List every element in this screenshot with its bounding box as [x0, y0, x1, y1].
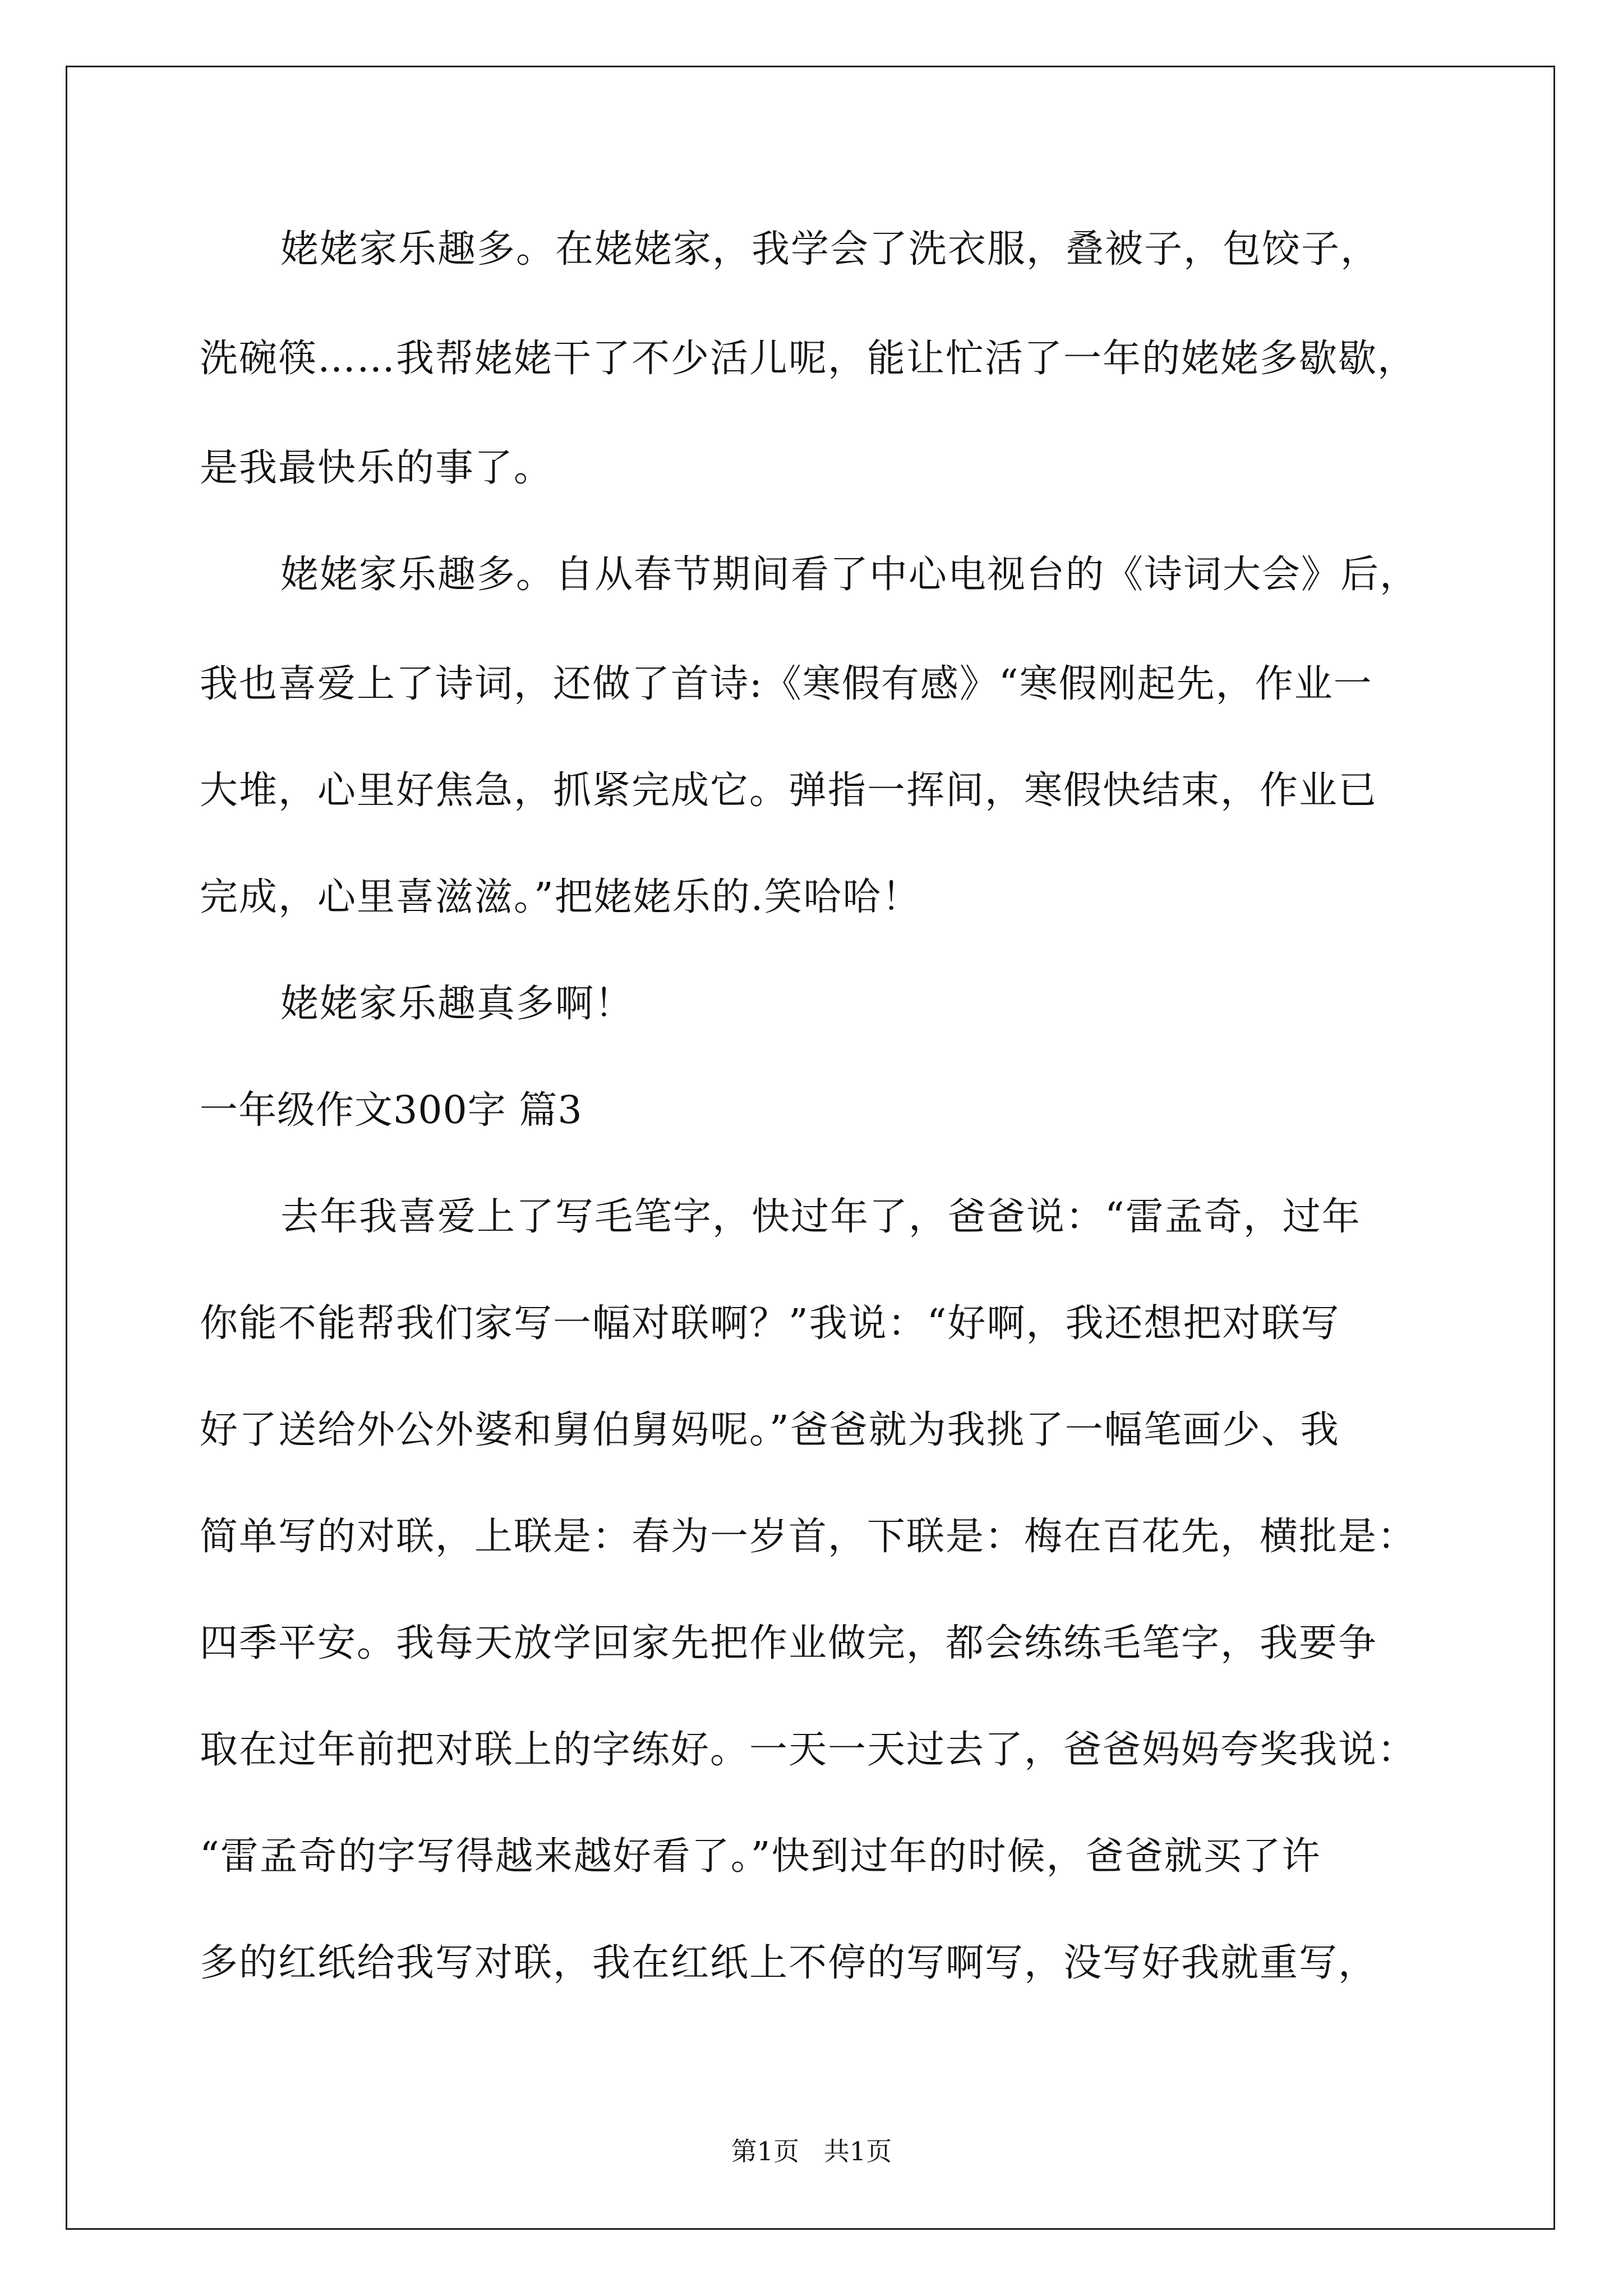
paragraph-2-line-4: 完成，心里喜滋滋。”把姥姥乐的.笑哈哈！ [200, 875, 921, 919]
paragraph-1-line-3: 是我最快乐的事了。 [200, 446, 554, 490]
essay-line-6: 取在过年前把对联上的字练好。一天一天过去了，爸爸妈妈夸奖我说： [200, 1728, 1417, 1772]
paragraph-1-line-1: 姥姥家乐趣多。在姥姥家，我学会了洗衣服，叠被子，包饺子， [280, 227, 1380, 272]
paragraph-1-line-2: 洗碗筷……我帮姥姥干了不少活儿呢，能让忙活了一年的姥姥多歇歇， [200, 337, 1417, 381]
page-footer: 第1页 共1页 [731, 2136, 892, 2166]
page-border [66, 66, 1555, 2230]
essay-line-3: 好了送给外公外婆和舅伯舅妈呢。”爸爸就为我挑了一幅笔画少、我 [200, 1408, 1340, 1452]
essay-line-8: 多的红纸给我写对联，我在红纸上不停的写啊写，没写好我就重写， [200, 1941, 1378, 1985]
paragraph-2-line-3: 大堆，心里好焦急，抓紧完成它。弹指一挥间，寒假快结束，作业已 [200, 769, 1378, 813]
paragraph-2-line-2: 我也喜爱上了诗词，还做了首诗:《寒假有感》“寒假刚起先，作业一 [200, 662, 1373, 706]
essay-line-7: “雷孟奇的字写得越来越好看了。”快到过年的时候，爸爸就买了许 [200, 1834, 1321, 1879]
essay-line-1: 去年我喜爱上了写毛笔字，快过年了，爸爸说：“雷孟奇，过年 [280, 1195, 1361, 1239]
essay-line-5: 四季平安。我每天放学回家先把作业做完，都会练练毛笔字，我要争 [200, 1621, 1378, 1665]
section-heading: 一年级作文300字 篇3 [200, 1088, 583, 1133]
paragraph-2-line-1: 姥姥家乐趣多。自从春节期间看了中心电视台的《诗词大会》后， [280, 553, 1419, 597]
paragraph-3-line-1: 姥姥家乐趣真多啊！ [280, 982, 634, 1026]
essay-line-2: 你能不能帮我们家写一幅对联啊？”我说：“好啊，我还想把对联写 [200, 1301, 1340, 1346]
essay-line-4: 简单写的对联，上联是：春为一岁首，下联是：梅在百花先，横批是： [200, 1515, 1417, 1559]
